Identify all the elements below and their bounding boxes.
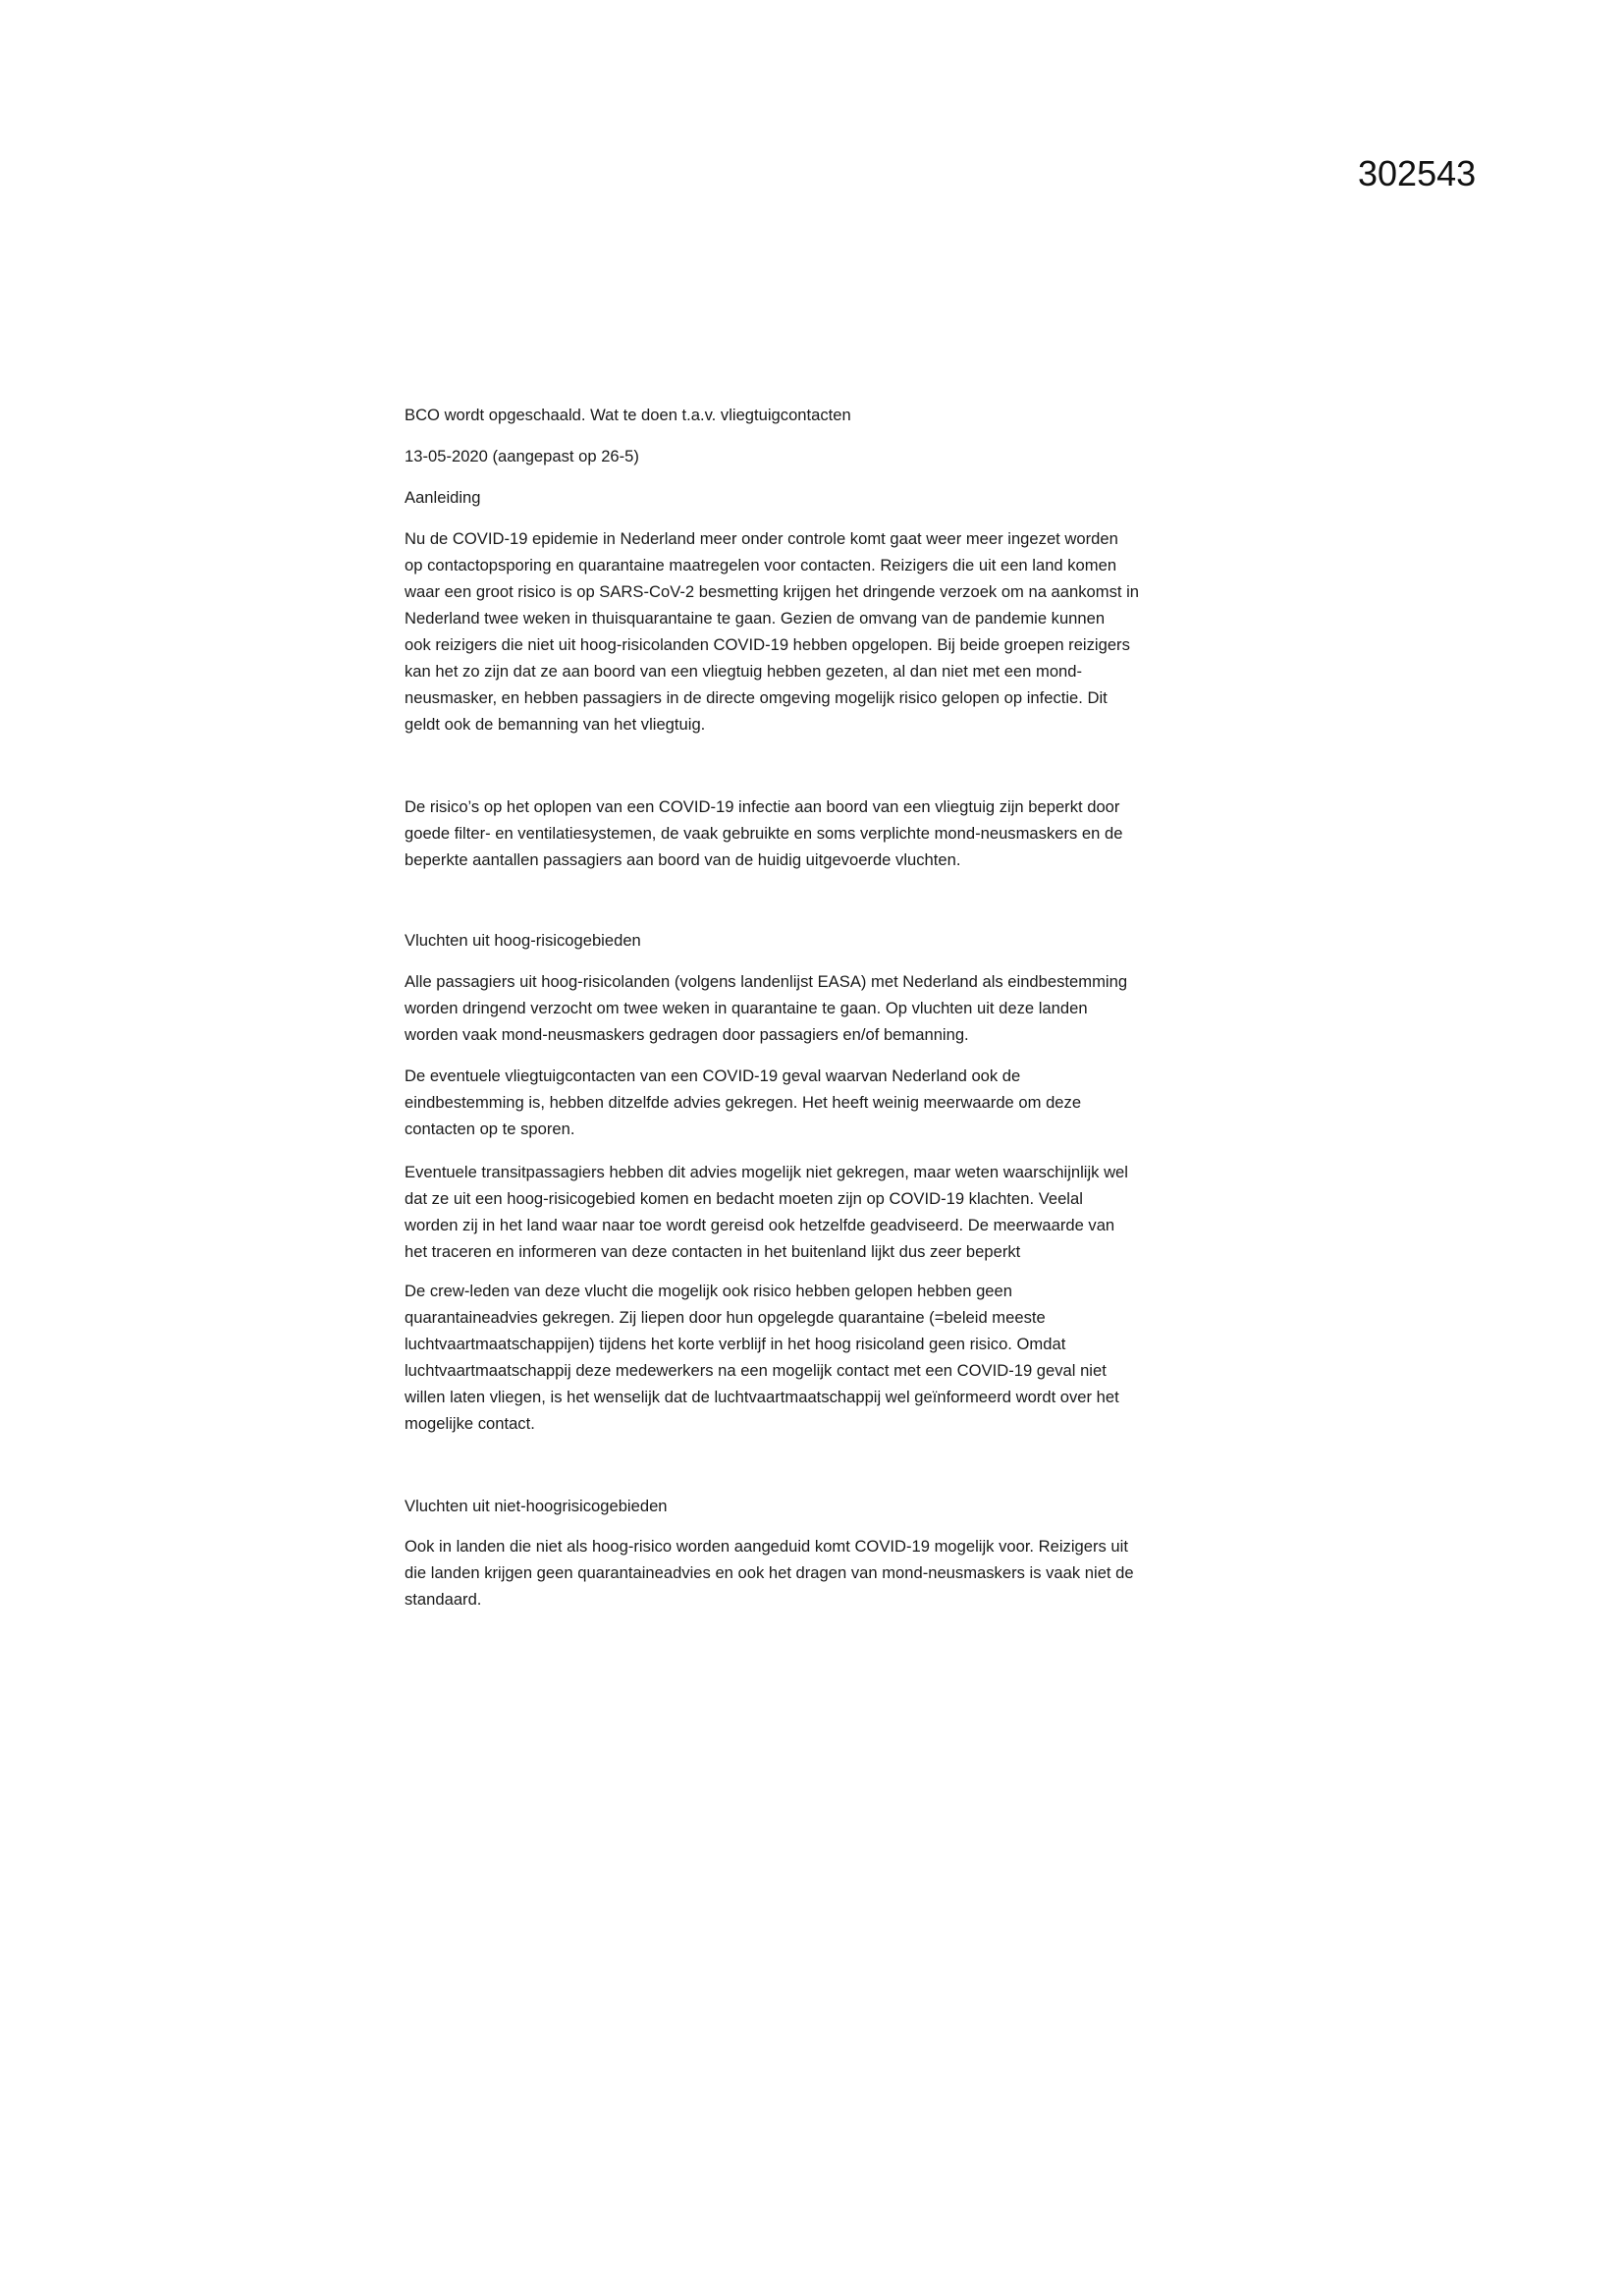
text-line: ook reizigers die niet uit hoog-risicolanden COVID-19 hebben opgelopen. Bij beide groepen reizigers (405, 635, 1130, 654)
text-line: De crew-leden van deze vlucht die mogelijk ook risico hebben gelopen hebben geen (405, 1282, 1012, 1300)
text-line: worden vaak mond-neusmaskers gedragen door passagiers en/of bemanning. (405, 1025, 969, 1044)
text-line: De eventuele vliegtuigcontacten van een COVID-19 geval waarvan Nederland ook de (405, 1066, 1021, 1085)
text-line: neusmasker, en hebben passagiers in de directe omgeving mogelijk risico gelopen op infectie. Dit (405, 688, 1108, 707)
text-line: beperkte aantallen passagiers aan boord van de huidig uitgevoerde vluchten. (405, 850, 961, 869)
text-line: Ook in landen die niet als hoog-risico worden aangeduid komt COVID-19 mogelijk voor. Reizigers uit (405, 1537, 1128, 1556)
text-line: Alle passagiers uit hoog-risicolanden (volgens landenlijst EASA) met Nederland als eindbestemming (405, 972, 1128, 991)
text-line: Nederland twee weken in thuisquarantaine te gaan. Gezien de omvang van de pandemie kunnen (405, 609, 1106, 628)
text-line: eindbestemming is, hebben ditzelfde advies gekregen. Het heeft weinig meerwaarde om deze (405, 1093, 1082, 1112)
paragraph-intro (405, 525, 1269, 738)
text-line: worden dringend verzocht om twee weken in quarantaine te gaan. Op vluchten uit deze landen (405, 999, 1088, 1017)
paragraph-high-risk-passengers (405, 968, 1269, 1048)
paragraph-crew (405, 1278, 1269, 1437)
text-line: willen laten vliegen, is het wenselijk dat de luchtvaartmaatschappij wel geïnformeerd wordt over het (405, 1388, 1119, 1406)
heading-aanleiding: Aanleiding (405, 488, 481, 507)
paragraph-risks (405, 793, 1269, 873)
text-line: quarantaineadvies gekregen. Zij liepen door hun opgelegde quarantaine (=beleid meeste (405, 1308, 1046, 1327)
text-line: het traceren en informeren van deze contacten in het buitenland lijkt dus zeer beperkt (405, 1242, 1021, 1261)
text-line: luchtvaartmaatschappij deze medewerkers na een mogelijk contact met een COVID-19 geval niet (405, 1361, 1107, 1380)
text-line: waar een groot risico is op SARS-CoV-2 besmetting krijgen het dringende verzoek om na aankomst in (405, 582, 1140, 601)
text-line: die landen krijgen geen quarantaineadvies en ook het dragen van mond-neusmaskers is vaak niet de (405, 1563, 1134, 1582)
text-line: dat ze uit een hoog-risicogebied komen en bedacht moeten zijn op COVID-19 klachten. Veelal (405, 1189, 1083, 1208)
text-line: contacten op te sporen. (405, 1120, 575, 1138)
text-line: worden zij in het land waar naar toe wordt gereisd ook hetzelfde geadviseerd. De meerwaarde van (405, 1216, 1115, 1234)
text-line: luchtvaartmaatschappijen) tijdens het korte verblijf in het hoog risicoland geen risico. Omdat (405, 1335, 1066, 1353)
document-date: 13-05-2020 (aangepast op 26-5) (405, 447, 639, 465)
text-line: mogelijke contact. (405, 1414, 535, 1433)
document-number: 302543 (1358, 153, 1477, 193)
heading-non-high-risk-flights: Vluchten uit niet-hoogrisicogebieden (405, 1497, 668, 1515)
text-line: Eventuele transitpassagiers hebben dit advies mogelijk niet gekregen, maar weten waarschijnlijk wel (405, 1163, 1128, 1181)
text-line: standaard. (405, 1590, 482, 1609)
text-line: Nu de COVID-19 epidemie in Nederland meer onder controle komt gaat weer meer ingezet worden (405, 529, 1118, 548)
heading-high-risk-flights: Vluchten uit hoog-risicogebieden (405, 931, 641, 950)
paragraph-aircraft-contacts (405, 1063, 1269, 1142)
text-line: De risico’s op het oplopen van een COVID-19 infectie aan boord van een vliegtuig zijn beperkt door (405, 797, 1120, 816)
paragraph-non-high-risk (405, 1533, 1269, 1613)
document-title: BCO wordt opgeschaald. Wat te doen t.a.v. vliegtuigcontacten (405, 406, 851, 424)
text-line: geldt ook de bemanning van het vliegtuig. (405, 715, 706, 734)
text-line: op contactopsporing en quarantaine maatregelen voor contacten. Reizigers die uit een land komen (405, 556, 1117, 574)
text-line: kan het zo zijn dat ze aan boord van een vliegtuig hebben gezeten, al dan niet met een mond- (405, 662, 1083, 681)
paragraph-transit-passengers (405, 1159, 1269, 1265)
text-line: goede filter- en ventilatiesystemen, de vaak gebruikte en soms verplichte mond-neusmaskers en de (405, 824, 1123, 843)
